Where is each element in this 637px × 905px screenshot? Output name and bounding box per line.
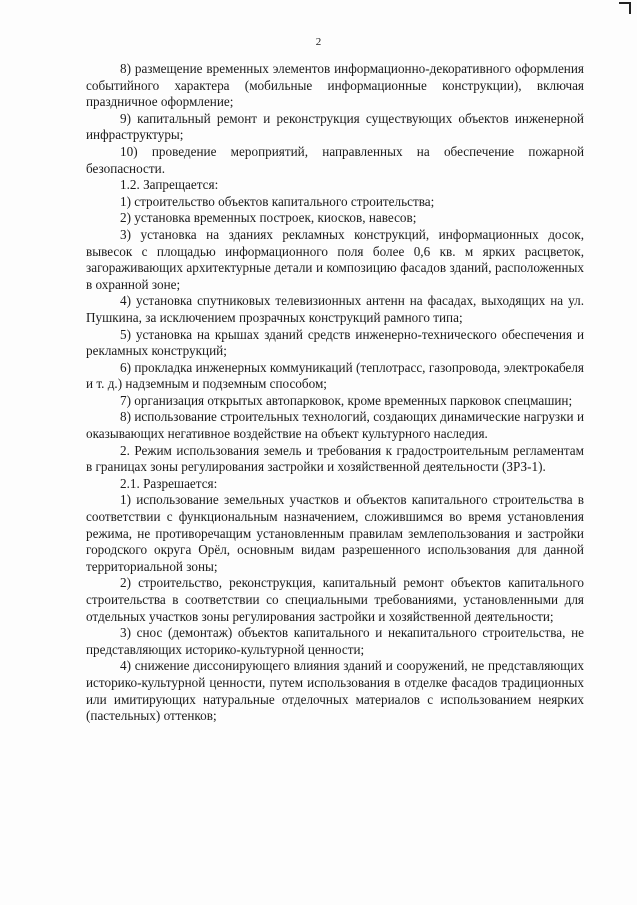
- paragraph: 6) прокладка инженерных коммуникаций (теплотрасс, газопровода, электрокабеля и т. д.) надземным и подземным способом;: [86, 359, 584, 392]
- paragraph: 2.1. Разрешается:: [120, 475, 218, 491]
- paragraph: 1) строительство объектов капитального строительства;: [120, 193, 435, 209]
- paragraph: 1.2. Запрещается:: [120, 177, 219, 193]
- paragraph: 8) использование строительных технологий, создающих динамические нагрузки и оказывающих негативное воздействие на объект культурного наследия.: [86, 409, 584, 442]
- paragraph: 2. Режим использования земель и требования к градостроительным регламентам в границах зоны регулирования застройки и хозяйственной деятельности (ЗРЗ-1).: [86, 442, 584, 475]
- paragraph: 3) установка на зданиях рекламных конструкций, информационных досок, вывесок с площадью информационного поля более 0,6 кв. м ярких расцветок, загораживающих архитектурные детали и композицию фасадов зданий, расположенных в охранной зоне;: [86, 226, 584, 292]
- paragraph: 3) снос (демонтаж) объектов капитального и некапитального строительства, не представляющих историко-культурной ценности;: [86, 625, 584, 657]
- corner-crop-mark: [619, 2, 631, 14]
- paragraph: 8) размещение временных элементов информационно-декоративного оформления событийного характера (мобильные информационные конструкции), включая праздничное оформление;: [86, 61, 584, 110]
- paragraph: 5) установка на крышах зданий средств инженерно-технического обеспечения и рекламных конструкций;: [86, 326, 584, 359]
- page-number: 2: [315, 36, 322, 48]
- paragraph: 2) установка временных построек, киосков, навесов;: [120, 210, 417, 226]
- paragraph: 2) строительство, реконструкция, капитальный ремонт объектов капитального строительства в соответствии со специальными требованиями, установленными для отдельных участков зоны регулирования застройки и хозяйственной деятельности;: [86, 575, 584, 624]
- paragraph: 4) установка спутниковых телевизионных антенн на фасадах, выходящих на ул. Пушкина, за исключением прозрачных конструкций рамного типа;: [86, 293, 584, 325]
- paragraph: 10) проведение мероприятий, направленных на обеспечение пожарной безопасности.: [86, 143, 584, 176]
- paragraph: 9) капитальный ремонт и реконструкция существующих объектов инженерной инфраструктуры;: [86, 110, 584, 143]
- paragraph: 4) снижение диссонирующего влияния зданий и сооружений, не представляющих историко-культурной ценности, путем использования в отделке фасадов традиционных или имитирующих натуральные отделочных материалов с использованием неярких (пастельных) оттенков;: [86, 658, 584, 724]
- body-text: [86, 61, 584, 725]
- paragraph: 1) использование земельных участков и объектов капитального строительства в соответствии с функциональным назначением, сложившимся во время установления режима, не противоречащим установленным правилам землепользования и застройки городского округа Орёл, основным видам разрешенного использования для данной территориальной зоны;: [86, 492, 584, 574]
- paragraph: 7) организация открытых автопарковок, кроме временных парковок спецмашин;: [120, 392, 573, 408]
